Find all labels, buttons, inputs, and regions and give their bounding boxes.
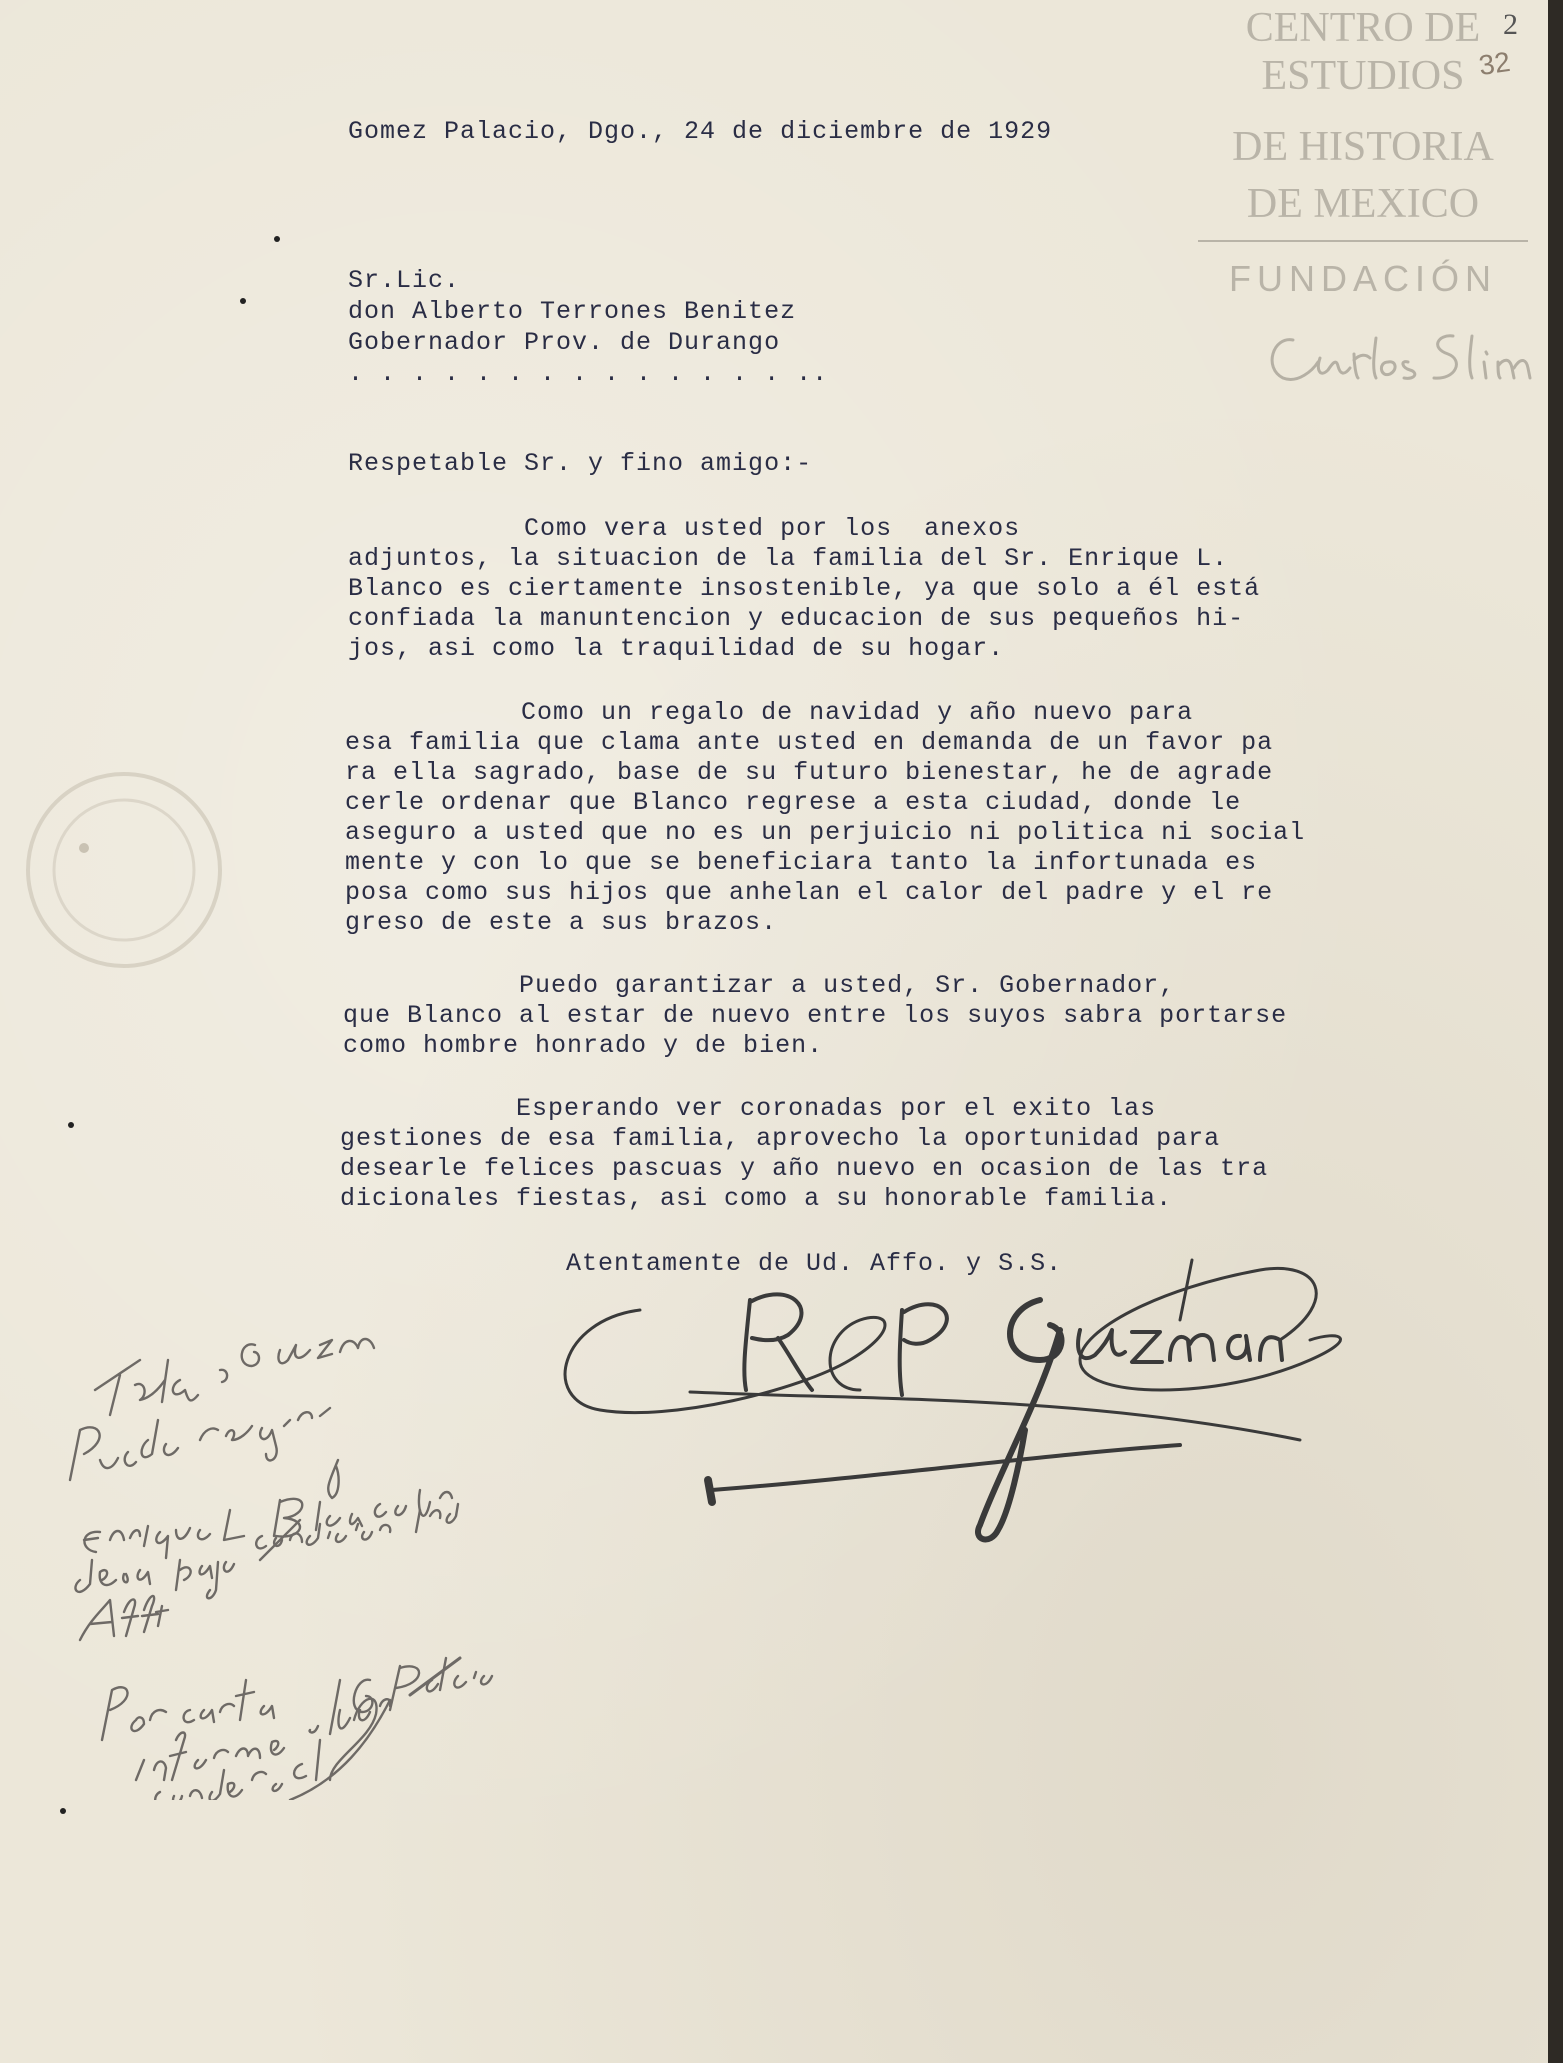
- recipient-name: don Alberto Terrones Benitez: [348, 297, 797, 326]
- watermark-line-1: CENTRO DE: [1245, 5, 1481, 51]
- paragraph-1-line: confiada la manuntencion y educacion de sus pequeños hi-: [348, 604, 1245, 633]
- watermark-line-3: DE HISTORIA: [1232, 124, 1494, 170]
- faded-seal: [22, 768, 227, 973]
- recipient-position: Gobernador Prov. de Durango: [348, 328, 781, 357]
- archive-number: 32: [1476, 45, 1512, 82]
- paragraph-1-line: Como vera usted por los anexos: [348, 514, 1021, 543]
- paragraph-2-line: aseguro a usted que no es un perjuicio ni politica ni social: [345, 818, 1306, 847]
- recipient-dots: . . . . . . . . . . . . . . ..: [348, 359, 829, 388]
- place-date: Gomez Palacio, Dgo., 24 de diciembre de 1929: [348, 117, 1053, 146]
- signature: [520, 1240, 1390, 1550]
- watermark-divider: [1198, 240, 1528, 242]
- paragraph-3-line: como hombre honrado y de bien.: [343, 1031, 824, 1060]
- paragraph-2-line: cerle ordenar que Blanco regrese a esta ciudad, donde le: [345, 788, 1242, 817]
- paragraph-2-line: greso de este a sus brazos.: [345, 908, 778, 937]
- paragraph-2-line: Como un regalo de navidad y año nuevo para: [345, 698, 1194, 727]
- paragraph-1-line: jos, asi como la traquilidad de su hogar.: [348, 634, 1005, 663]
- paragraph-2-line: mente y con lo que se beneficiara tanto la infortunada es: [345, 848, 1258, 877]
- paragraph-4-line: gestiones de esa familia, aprovecho la oportunidad para: [340, 1124, 1221, 1153]
- paragraph-2-line: esa familia que clama ante usted en demanda de un favor pa: [345, 728, 1274, 757]
- handwritten-annotation: [40, 1240, 620, 1800]
- watermark-line-2: ESTUDIOS: [1261, 53, 1465, 99]
- closing-line: Atentamente de Ud. Affo. y S.S.: [566, 1249, 1063, 1278]
- watermark-line-4: DE MEXICO: [1246, 181, 1480, 227]
- paragraph-2-line: ra ella sagrado, base de su futuro bienestar, he de agrade: [345, 758, 1274, 787]
- paragraph-4-line: Esperando ver coronadas por el exito las: [340, 1094, 1157, 1123]
- watermark-signature-logo: [1258, 318, 1558, 398]
- watermark-foundation: FUNDACIÓN: [1229, 258, 1497, 299]
- speck-mark: [274, 236, 280, 242]
- speck-mark: [240, 298, 246, 304]
- punch-mark: [60, 1808, 66, 1814]
- paragraph-4-line: desearle felices pascuas y año nuevo en ocasion de las tra: [340, 1154, 1269, 1183]
- salutation: Respetable Sr. y fino amigo:-: [348, 449, 813, 478]
- paragraph-1-line: Blanco es ciertamente insostenible, ya que solo a él está: [348, 574, 1261, 603]
- paragraph-3-line: Puedo garantizar a usted, Sr. Gobernador,: [343, 971, 1176, 1000]
- punch-mark: [68, 1122, 74, 1128]
- paragraph-3-line: que Blanco al estar de nuevo entre los suyos sabra portarse: [343, 1001, 1288, 1030]
- paragraph-4-line: dicionales fiestas, asi como a su honorable familia.: [340, 1184, 1173, 1213]
- paragraph-1-line: adjuntos, la situacion de la familia del Sr. Enrique L.: [348, 544, 1229, 573]
- paragraph-2-line: posa como sus hijos que anhelan el calor del padre y el re: [345, 878, 1274, 907]
- page-edge-shadow: [1548, 0, 1563, 2063]
- recipient-title: Sr.Lic.: [348, 266, 461, 295]
- page-number: 2: [1503, 8, 1518, 41]
